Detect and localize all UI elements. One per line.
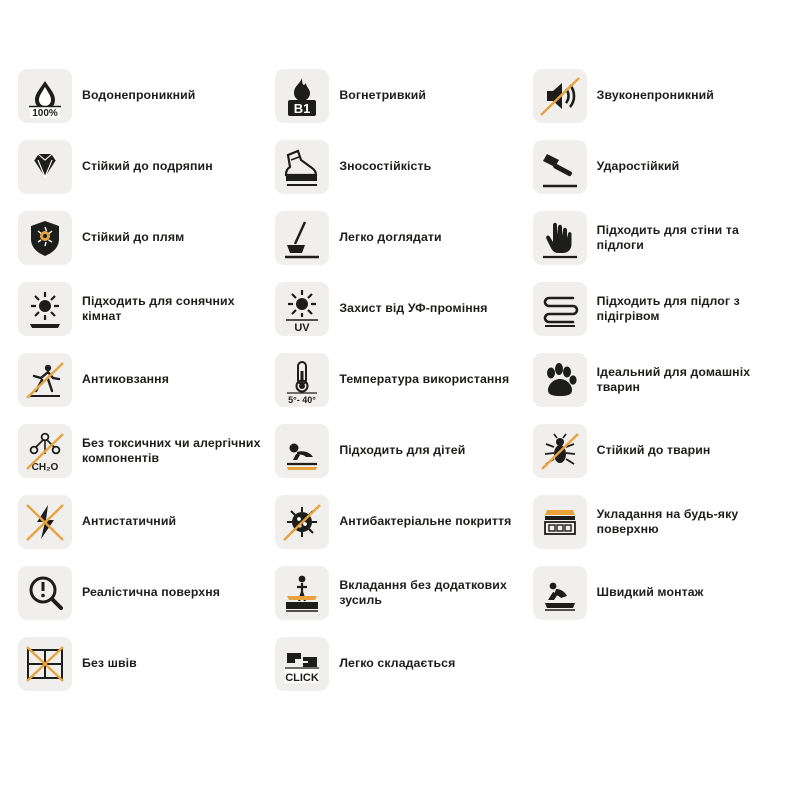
- feature-item-wear-resistant: [275, 131, 524, 202]
- feature-label: Антиковзання: [82, 372, 169, 386]
- any-surface-layers-icon: [533, 495, 587, 549]
- feature-item-insect-resistant: [533, 415, 782, 486]
- feature-item-click-assembly: [275, 628, 524, 699]
- diamond-icon: [18, 140, 72, 194]
- paw-icon: [533, 353, 587, 407]
- feature-label: Температура використання: [339, 372, 510, 386]
- feature-label: Звуконепроникний: [596, 88, 714, 102]
- fast-install-icon: [533, 566, 587, 620]
- feature-label: Стійкий до плям: [82, 230, 185, 244]
- feature-label: Реалістична поверхня: [82, 585, 221, 599]
- feature-label: Підходить для стіни та підлоги: [596, 222, 739, 252]
- feature-grid: [18, 60, 782, 699]
- feature-item-non-toxic: [18, 415, 267, 486]
- sun-uv-icon: [275, 282, 329, 336]
- feature-item-waterproof: [18, 60, 267, 131]
- shoe-sole-icon: [275, 140, 329, 194]
- feature-label: Ударостійкий: [596, 159, 680, 173]
- feature-label: Підходить для сонячних кімнат: [82, 293, 235, 323]
- anti-slip-icon: [18, 353, 72, 407]
- antistatic-bolt-icon: [18, 495, 72, 549]
- feature-item-antistatic: [18, 486, 267, 557]
- feature-label: Вкладання без додаткових зусиль: [339, 577, 507, 607]
- feature-item-sun-rooms: [18, 273, 267, 344]
- no-toxic-ch2o-icon: [18, 424, 72, 478]
- feature-item-antibacterial: [275, 486, 524, 557]
- feature-label: Легко складається: [339, 656, 456, 670]
- hammer-icon: [533, 140, 587, 194]
- feature-item-scratch-resistant: [18, 131, 267, 202]
- feature-item-fireproof: [275, 60, 524, 131]
- feature-label: Вогнетривкий: [339, 88, 427, 102]
- feature-label: Антистатичний: [82, 514, 177, 528]
- feature-label: Стійкий до подряпин: [82, 159, 213, 173]
- feature-item-seamless: [18, 628, 267, 699]
- speaker-muted-icon: [533, 69, 587, 123]
- feature-label: Підходить для дітей: [339, 443, 466, 457]
- feature-item-easy-care: [275, 202, 524, 273]
- feature-item-wall-and-floor: [533, 202, 782, 273]
- sun-room-icon: [18, 282, 72, 336]
- feature-label: Легко доглядати: [339, 230, 442, 244]
- feature-label: Стійкий до тварин: [596, 443, 711, 457]
- feature-label: Укладання на будь-яку поверхню: [596, 506, 739, 536]
- click-lock-icon: [275, 637, 329, 691]
- feature-label: Антибактеріальне покриття: [339, 514, 512, 528]
- feature-item-usage-temperature: [275, 344, 524, 415]
- underfloor-heating-icon: [533, 282, 587, 336]
- svg-text:UV: UV: [294, 321, 310, 334]
- feature-item-anti-slip: [18, 344, 267, 415]
- feature-label: Підходить для підлог з підігрівом: [596, 293, 740, 323]
- feature-label: Без швів: [82, 656, 137, 670]
- feature-label: Без токсичних чи алергічних компонентів: [82, 435, 261, 465]
- seamless-icon: [18, 637, 72, 691]
- mop-icon: [275, 211, 329, 265]
- feature-item-underfloor-heating: [533, 273, 782, 344]
- feature-item-pet-friendly: [533, 344, 782, 415]
- flame-b1-icon: [275, 69, 329, 123]
- feature-item-realistic-surface: [18, 557, 267, 628]
- svg-text:100%: 100%: [32, 107, 58, 119]
- feature-label: Ідеальний для домашніх тварин: [596, 364, 751, 394]
- shield-stain-icon: [18, 211, 72, 265]
- no-insects-icon: [533, 424, 587, 478]
- svg-text:CLICK: CLICK: [285, 671, 320, 684]
- thermometer-icon: [275, 353, 329, 407]
- feature-item-uv-protection: [275, 273, 524, 344]
- svg-text:B1: B1: [294, 100, 311, 116]
- feature-item-fast-install: [533, 557, 782, 628]
- feature-item-impact-resistant: [533, 131, 782, 202]
- feature-label: Водонепроникний: [82, 88, 196, 102]
- child-crawling-icon: [275, 424, 329, 478]
- feature-item-effortless-install: [275, 557, 524, 628]
- feature-item-child-friendly: [275, 415, 524, 486]
- antibacterial-icon: [275, 495, 329, 549]
- feature-label: Зносостійкість: [339, 159, 432, 173]
- feature-label: Захист від УФ-проміння: [339, 301, 488, 315]
- feature-item-soundproof: [533, 60, 782, 131]
- easy-install-person-icon: [275, 566, 329, 620]
- svg-text:CH₂O: CH₂O: [31, 461, 59, 473]
- magnifier-realistic-icon: [18, 566, 72, 620]
- feature-item-stain-resistant: [18, 202, 267, 273]
- hand-wall-floor-icon: [533, 211, 587, 265]
- feature-item-any-surface: [533, 486, 782, 557]
- water-drop-100-icon: [18, 69, 72, 123]
- svg-text:5°- 40°: 5°- 40°: [288, 394, 317, 405]
- feature-label: Швидкий монтаж: [596, 585, 704, 599]
